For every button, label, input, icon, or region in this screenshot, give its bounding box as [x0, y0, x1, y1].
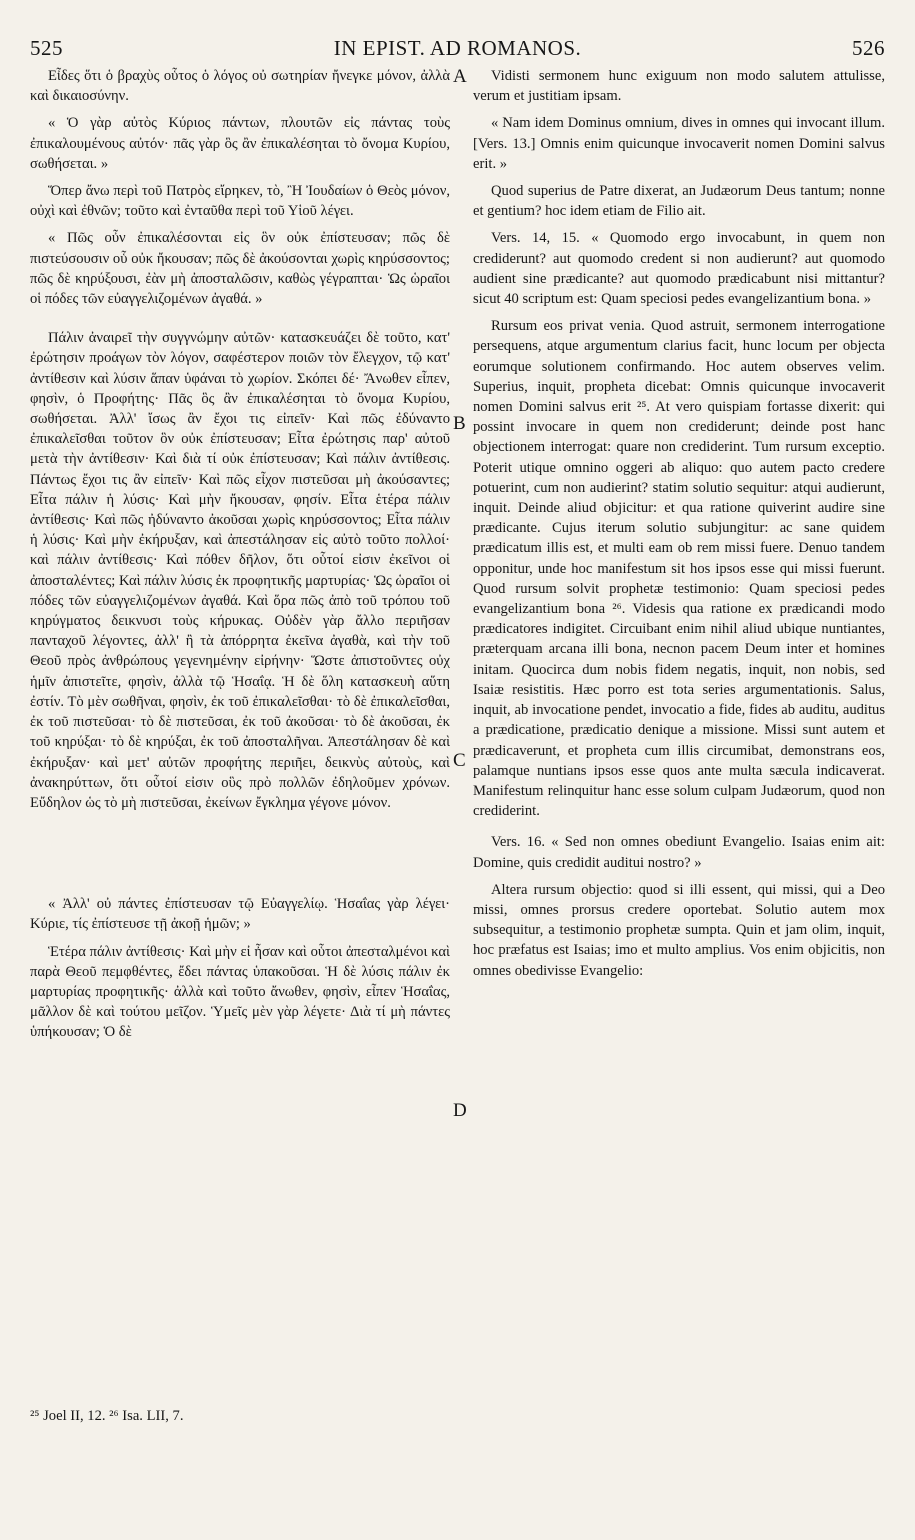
- latin-column: [473, 66, 885, 988]
- latin-paragraph: Vidisti sermonem hunc exiguum non modo salutem attulisse, verum et justitiam ipsam.: [473, 68, 885, 105]
- greek-paragraph: « Πῶς οὖν ἐπικαλέσονται εἰς ὃν οὐκ ἐπίστευσαν; πῶς δὲ πιστεύσουσιν οὗ οὐκ ἤκουσαν; πῶς δὲ ἀκούσονται χωρὶς κηρύσσοντος; πῶς δὲ κηρύξουσι, ἐὰν μὴ ἀποσταλῶσιν, καθὼς γέγραπται· Ὡς ὡραῖοι οἱ πόδες τῶν εὐαγγελιζομένων ἀγαθά. »: [30, 230, 450, 308]
- margin-letter-c: C: [453, 750, 466, 771]
- greek-paragraph: Ὅπερ ἄνω περὶ τοῦ Πατρὸς εἴρηκεν, τὸ, Ἢ Ἰουδαίων ὁ Θεὸς μόνον, οὐχὶ καὶ ἐθνῶν; τοῦτο καὶ ἐνταῦθα περὶ τοῦ Υἱοῦ λέγει.: [30, 183, 450, 220]
- margin-letter-a: A: [453, 66, 467, 87]
- greek-paragraph: Ἑτέρα πάλιν ἀντίθεσις· Καὶ μὴν εἰ ἦσαν καὶ οὗτοι ἀπεσταλμένοι καὶ παρὰ Θεοῦ πεμφθέντες, ἔδει πάντας ὑπακοῦσαι. Ἡ δὲ λύσις πάλιν ἐκ μαρτυρίας προφητικῆς· ἀλλὰ καὶ τοῦτο ἄνωθεν, φησὶν, εἶπεν Ἡσαΐας, μᾶλλον δὲ καὶ τούτου μεῖζον. Ὑμεῖς μὲν γὰρ λέγετε· Διὰ τί μὴ πάντες ὑπήκουσαν; Ὁ δὲ: [30, 943, 450, 1041]
- latin-paragraph: Altera rursum objectio: quod si illi essent, qui missi, qui a Deo missi, omnes prorsus credere oportebat. Solutio autem mox subsequitur, a testimonio prophetæ sumpta. Quin et jam olim, inquit, hoc præfatus est Isaias; imo et multo amplius. Vos enim objicitis, non omnes obedivisse Evangelio:: [473, 881, 885, 979]
- latin-paragraph: Vers. 14, 15. « Quomodo ergo invocabunt, in quem non crediderunt? aut quomodo credent si non audierunt? aut quomodo audient sine prædicante? aut quomodo prædicabunt nisi mittantur? sicut 40 scriptum est: Quam speciosi pedes evangelizantium bona. »: [473, 230, 885, 308]
- latin-paragraph: Rursum eos privat venia. Quod astruit, sermonem interrogatione persequens, atque argumentum clarius facit, hunc locum per objecta eorumque solutionem confirmando. Hoc autem observes velim. Superius, inquit, propheta dicebat: Omnis quicunque invocaverit nomen Domini salvus erit ²⁵. At vero quispiam fortasse dixerit: qui possint invocare in quem non crediderunt; deinde post hanc objectionem interrogat: quare non crediderint. Tum rursum exceptio. Poterit utique omnino oggeri ab aliquo: quo autem pacto credere potuerint, cum non audierint? statim solutio sequitur: atqui audierunt, inquit. Deinde aliud objicitur: et qua ratione quiverint audire sine prædicante. Cujus iterum solutio subjungitur: ac sane quidem prædicatum illis est, et multi eam ob rem missi fuere. Denuo tandem opponitur, unde hoc manifestum sit hos ipsos esse qui missi fuerunt. Quod rursum solvit prophetæ testimonio: Quam speciosi pedes evangelizantium bona ²⁶. Videsis qua ratione ex prædicandi modo prædicatores indigitet. Circuibant enim nihil aliud ubique nuntiantes, præterquam arcana illi bona, necnon pacem Deum inter et homines initam. Quocirca dum nobis fidem negatis, inquit, non nobis, sed Isaiæ resistitis. Hæc porro est tota series argumentationis. Salus, inquit, ab invocatione pendet, invocatio a fide, fides ab auditu, auditus a prædicatione, prædicatio denique a missione. Missi sunt autem et prædicaverunt, et propheta cum illis circumibat, demonstrans eos, palamque nuntians ipsos esse quos ante multa sæcula indicaverat. Manifestum relinquitur hanc esse solum culpam Judæorum, quod non crediderint.: [473, 318, 885, 820]
- greek-paragraph: « Ἀλλ' οὐ πάντες ἐπίστευσαν τῷ Εὐαγγελίῳ. Ἡσαΐας γὰρ λέγει· Κύριε, τίς ἐπίστευσε τῇ ἀκοῇ ἡμῶν; »: [30, 896, 450, 933]
- greek-column: [30, 66, 450, 1050]
- footnotes: ²⁵ Joel II, 12. ²⁶ Isa. LII, 7.: [30, 1408, 184, 1424]
- running-title: IN EPIST. AD ROMANOS.: [333, 36, 582, 60]
- page-number-left: 525: [30, 36, 63, 60]
- page-number-right: 526: [852, 36, 885, 60]
- margin-letter-b: B: [453, 413, 466, 434]
- running-header: [30, 36, 885, 64]
- latin-paragraph: Quod superius de Patre dixerat, an Judæorum Deus tantum; nonne et gentium? hoc idem etiam de Filio ait.: [473, 183, 885, 220]
- greek-paragraph: Πάλιν ἀναιρεῖ τὴν συγγνώμην αὐτῶν· κατασκευάζει δὲ τοῦτο, κατ' ἐρώτησιν προάγων τὸν λόγον, σαφέστερον ποιῶν τὸν ἔλεγχον, τῷ κατ' ἀντίθεσιν καὶ λύσιν ἅπαν ὑφάναι τὸ χωρίον. Σκόπει δέ· Ἄνωθεν εἶπεν, φησὶν, ὁ Προφήτης· Πᾶς ὃς ἂν ἐπικαλέσηται τὸ ὄνομα Κυρίου, σωθήσεται. Ἀλλ' ἴσως ἂν ἔχοι τις εἰπεῖν· Καὶ πῶς ἐδύναντο ἐπικαλεῖσθαι τοῦτον ὃν οὐκ ἐπίστευσαν; Εἶτα ἐρώτησις παρ' αὐτοῦ μετὰ τὴν ἀντίθεσιν· Καὶ διὰ τί οὐκ ἐπίστευσαν; Καὶ πάλιν ἀντίθεσις. Πάντως ἔχοι τις ἂν εἰπεῖν· Καὶ πῶς εἶχον πιστεῦσαι μὴ ἀκούσαντες; Εἶτα πάλιν ἡ λύσις· Καὶ μὴν ἤκουσαν, φησίν. Εἶτα ἑτέρα πάλιν ἀντίθεσις· Καὶ πῶς ἠδύναντο ἀκοῦσαι χωρὶς κηρύσσοντος; Εἶτα πάλιν ἡ λύσις· Καὶ μὴν ἐκήρυξαν, καὶ ἀπεστάλησαν εἰς αὐτὸ τοῦτο πολλοί· καὶ πάλιν ἀντίθεσις· Καὶ πόθεν δῆλον, ὅτι οὗτοί εἰσιν ἐκεῖνοι οἱ ἀποσταλέντες; Καὶ πάλιν λύσις ἐκ προφητικῆς μαρτυρίας· Ὡς ὡραῖοι οἱ πόδες τῶν εὐαγγελιζομένων ἀγαθά. Καὶ ὅρα πῶς ἀπὸ τοῦ τρόπου τοῦ κηρύγματος δεικνυσι τοὺς κήρυκας. Οὐδὲν γὰρ ἄλλο περιῆσαν πανταχοῦ λέγοντες, ἀλλ' ἢ τὰ ἀπόρρητα ἐκεῖνα ἀγαθὰ, καὶ τὴν τοῦ Θεοῦ πρὸς ἀνθρώπους γεγενημένην εἰρήνην· Ὥστε ἀπιστοῦντες οὐχ ἡμῖν ἀπιστεῖτε, φησὶν, ἀλλὰ τῷ Ἡσαΐᾳ. Ἡ δὲ ὅλη κατασκευὴ αὕτη ἐστίν. Τὸ μὲν σωθῆναι, φησὶν, ἐκ τοῦ ἐπικαλεῖσθαι· τὸ δὲ ἐπικαλεῖσθαι, ἐκ τοῦ πιστεῦσαι· τὸ δὲ πιστεῦσαι, ἐκ τοῦ ἀκοῦσαι· τὸ δὲ ἀκοῦσαι, ἐκ τοῦ κηρύξαι· τὸ δὲ κηρύξαι, ἐκ τοῦ ἀποσταλῆναι. Ἀπεστάλησαν δὲ καὶ ἐκήρυξαν· καὶ μετ' αὐτῶν προφήτης περιῆει, δεικνὺς αὐτοὺς, καὶ ἀνακηρύττων, ὅτι οὗτοί εἰσιν οὓς πρὸ πολλῶν ἐδηλοῦμεν χρόνων. Εὔδηλον ὡς τὸ μὴ πιστεῦσαι, ἐκείνων ἔγκλημα γέγονε μόνον.: [30, 330, 450, 811]
- margin-letter-d: D: [453, 1100, 467, 1121]
- latin-paragraph: « Nam idem Dominus omnium, dives in omnes qui invocant illum. [Vers. 13.] Omnis enim quicunque invocaverit nomen Domini salvus erit. »: [473, 115, 885, 172]
- greek-paragraph: Εἶδες ὅτι ὁ βραχὺς οὗτος ὁ λόγος οὐ σωτηρίαν ἤνεγκε μόνον, ἀλλὰ καὶ δικαιοσύνην.: [30, 68, 450, 105]
- latin-paragraph: Vers. 16. « Sed non omnes obediunt Evangelio. Isaias enim ait: Domine, quis credidit auditui nostro? »: [473, 834, 885, 871]
- greek-paragraph: « Ὁ γὰρ αὐτὸς Κύριος πάντων, πλουτῶν εἰς πάντας τοὺς ἐπικαλουμένους αὐτόν· πᾶς γὰρ ὃς ἂν ἐπικαλέσηται τὸ ὄνομα Κυρίου, σωθήσεται. »: [30, 115, 450, 172]
